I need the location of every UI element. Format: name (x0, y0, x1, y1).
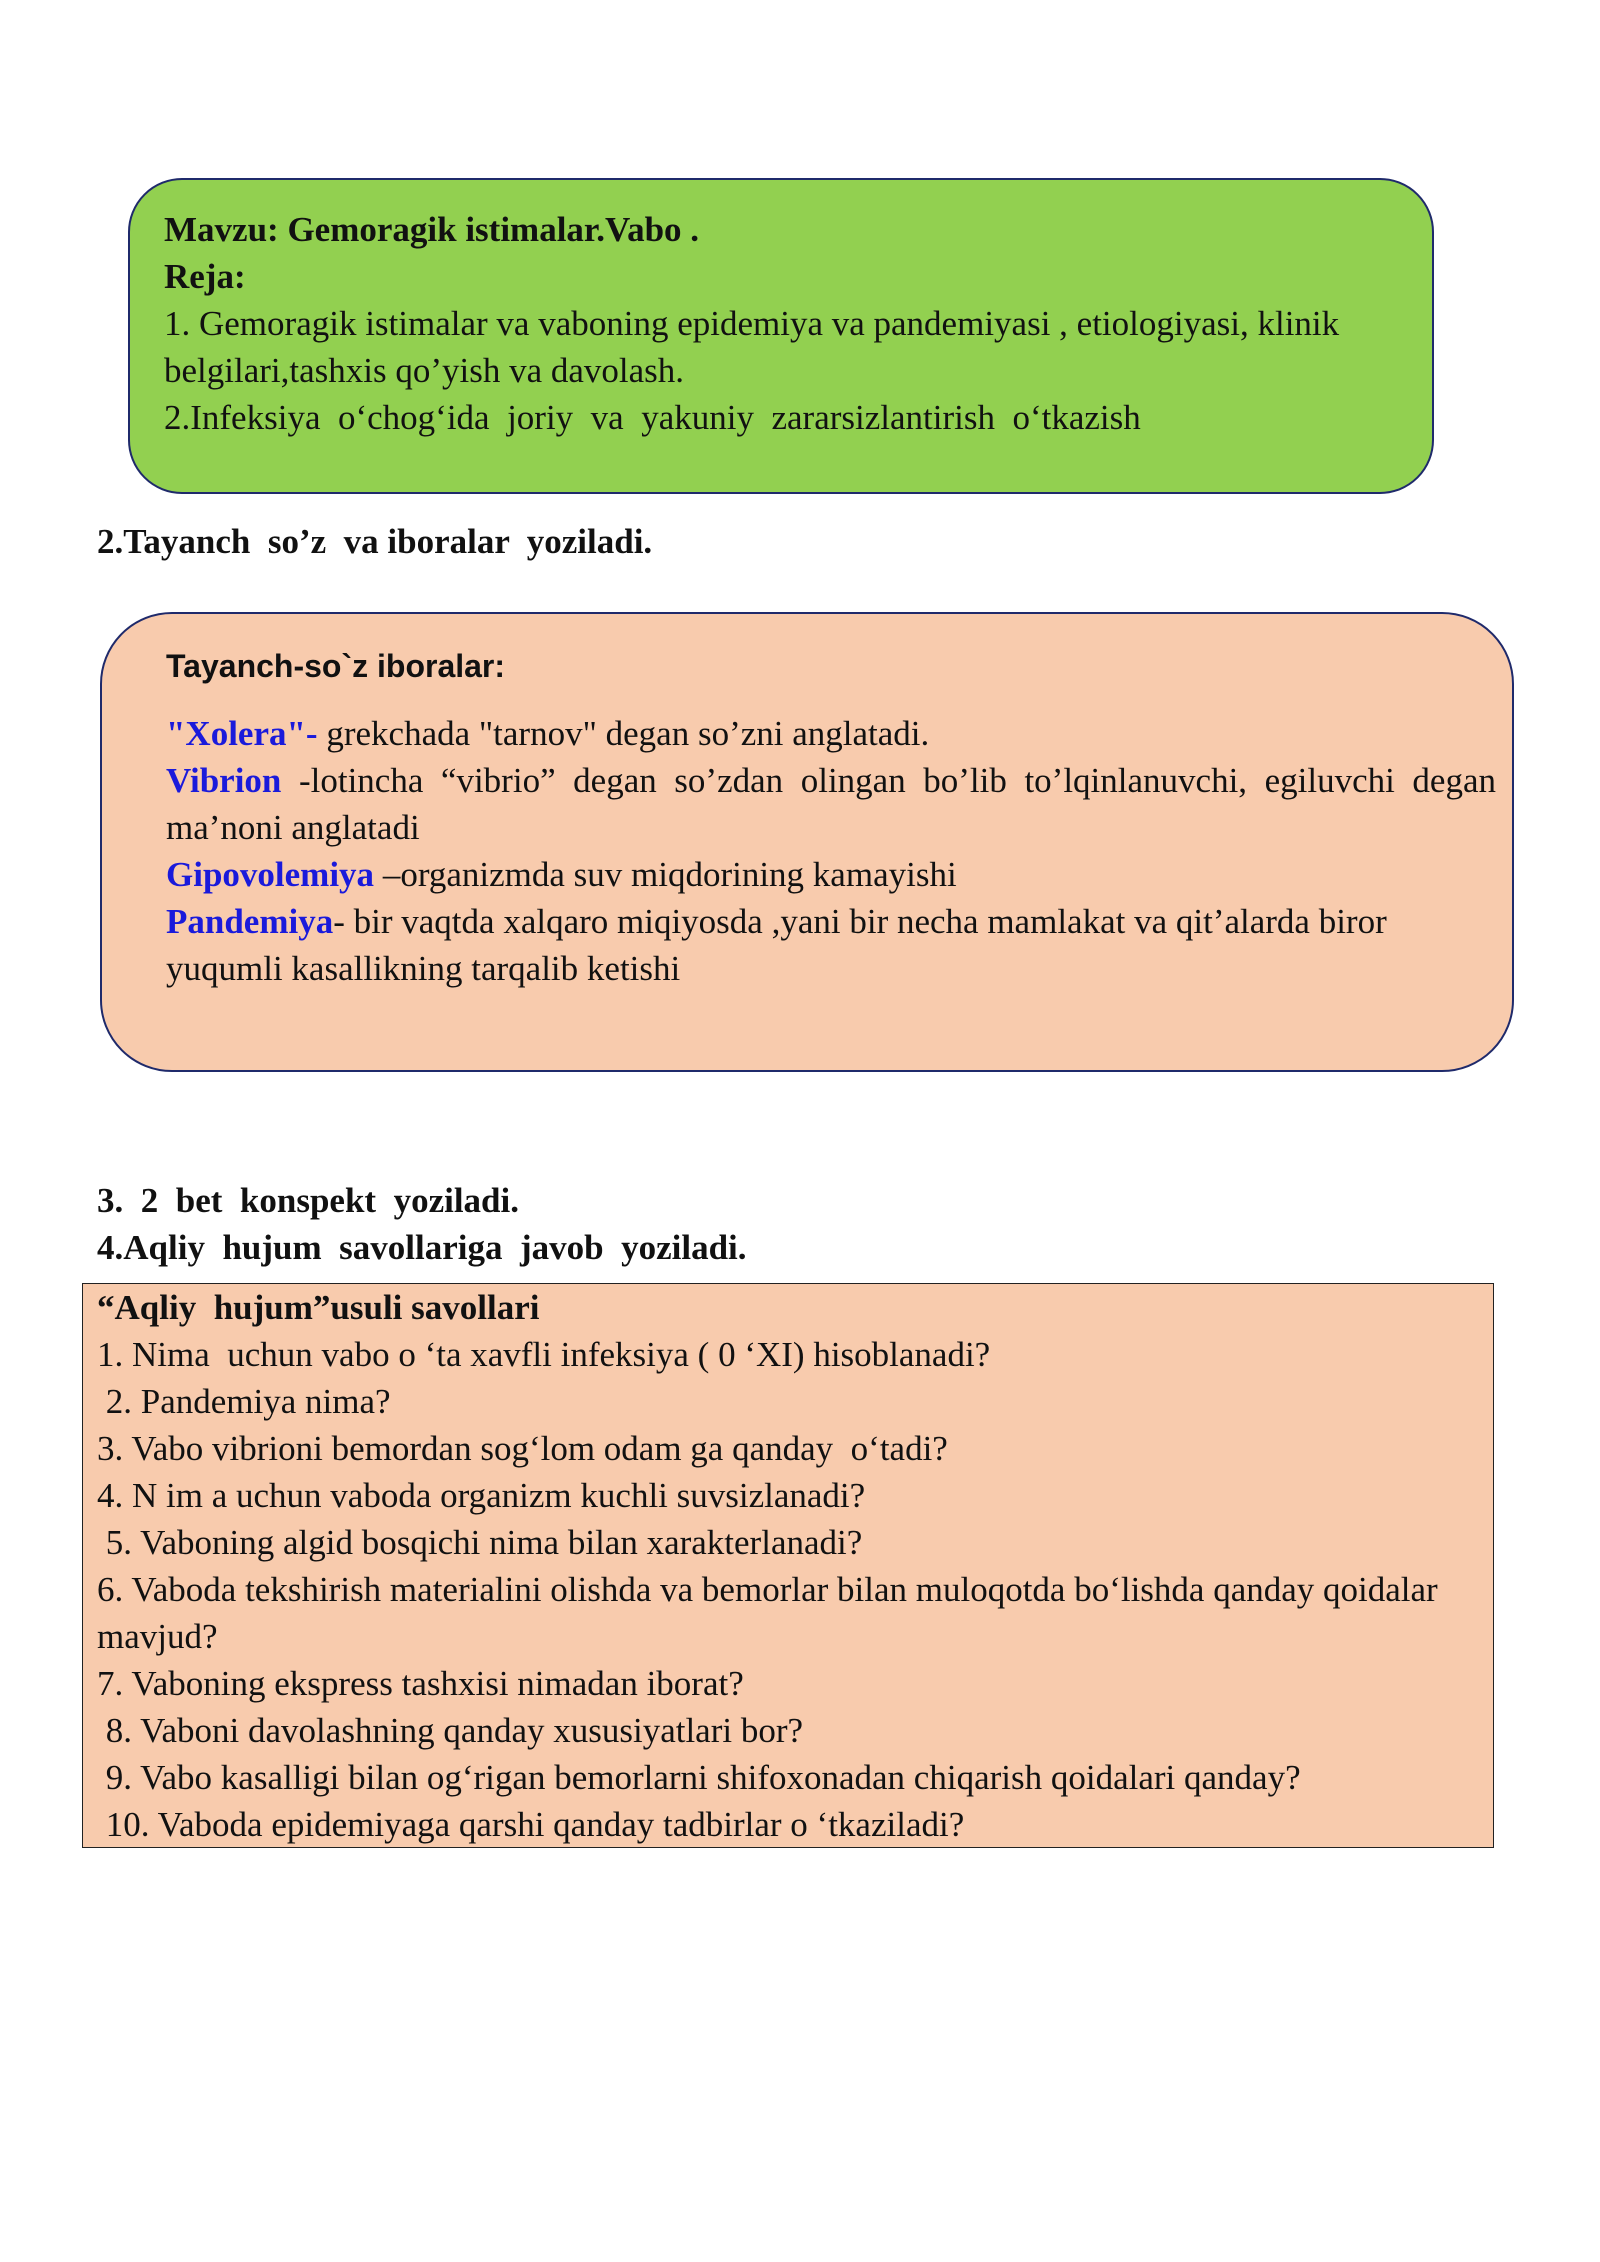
term-definition: –organizmda suv miqdorining kamayishi (374, 855, 957, 894)
topic-title: Mavzu: Gemoragik istimalar.Vabo . (164, 210, 700, 249)
term-pandemiya (166, 898, 1466, 992)
plan-item-1: 1. Gemoragik istimalar va vaboning epidemiya va pandemiyasi , etiologiyasi, klinik belgilari,tashxis qo’yish va davolash. (164, 304, 1340, 390)
brainstorm-questions-box (82, 1283, 1494, 1848)
term-name: Gipovolemiya (166, 855, 375, 894)
question-6: 6. Vaboda tekshirish materialini olishda va bemorlar bilan muloqotda bo‘lishda qanday qoidalar mavjud? (97, 1570, 1438, 1656)
key-terms-box (100, 612, 1514, 1072)
term-gipovolemiya (166, 851, 1492, 898)
question-5: 5. Vaboning algid bosqichi nima bilan xarakterlanadi? (97, 1523, 863, 1562)
brainstorm-title: “Aqliy hujum”usuli savollari (97, 1288, 540, 1327)
question-9: 9. Vabo kasalligi bilan og‘rigan bemorlarni shifoxonadan chiqarish qoidalari qanday? (97, 1758, 1301, 1797)
section-2-heading: 2.Tayanch so’z va iboralar yoziladi. (97, 522, 653, 561)
term-xolera (166, 710, 1492, 757)
question-4: 4. N im a uchun vaboda organizm kuchli suvsizlanadi? (97, 1476, 866, 1515)
term-definition: -lotincha “vibrio” degan so’zdan olingan bo’lib to’lqinlanuvchi, egiluvchi degan ma’noni anglatadi (166, 761, 1496, 847)
question-7: 7. Vaboning ekspress tashxisi nimadan iborat? (97, 1664, 744, 1703)
topic-plan-box (128, 178, 1434, 494)
section-4-heading: 4.Aqliy hujum savollariga javob yoziladi. (97, 1228, 747, 1267)
question-10: 10. Vaboda epidemiyaga qarshi qanday tadbirlar o ‘tkaziladi? (97, 1805, 965, 1844)
term-vibrion (166, 757, 1496, 851)
term-name: Pandemiya (166, 902, 334, 941)
question-1: 1. Nima uchun vabo o ‘ta xavfli infeksiya ( 0 ‘XI) hisoblanadi? (97, 1335, 991, 1374)
term-definition: - bir vaqtda xalqaro miqiyosda ,yani bir necha mamlakat va qit’alarda biror yuqumli kasallikning tarqalib ketishi (166, 902, 1387, 988)
term-definition: grekchada "tarnov" degan so’zni anglatadi. (317, 714, 930, 753)
question-2: 2. Pandemiya nima? (97, 1382, 391, 1421)
question-3: 3. Vabo vibrioni bemordan sog‘lom odam ga qanday o‘tadi? (97, 1429, 948, 1468)
term-name: "Xolera"- (166, 714, 318, 753)
question-8: 8. Vaboni davolashning qanday xususiyatlari bor? (97, 1711, 804, 1750)
section-3-heading: 3. 2 bet konspekt yoziladi. (97, 1181, 519, 1220)
key-terms-title: Tayanch-so`z iboralar: (166, 648, 506, 684)
plan-item-2: 2.Infeksiya o‘chog‘ida joriy va yakuniy zararsizlantirish o‘tkazish (164, 398, 1141, 437)
plan-label: Reja: (164, 257, 246, 296)
term-name: Vibrion (166, 761, 282, 800)
